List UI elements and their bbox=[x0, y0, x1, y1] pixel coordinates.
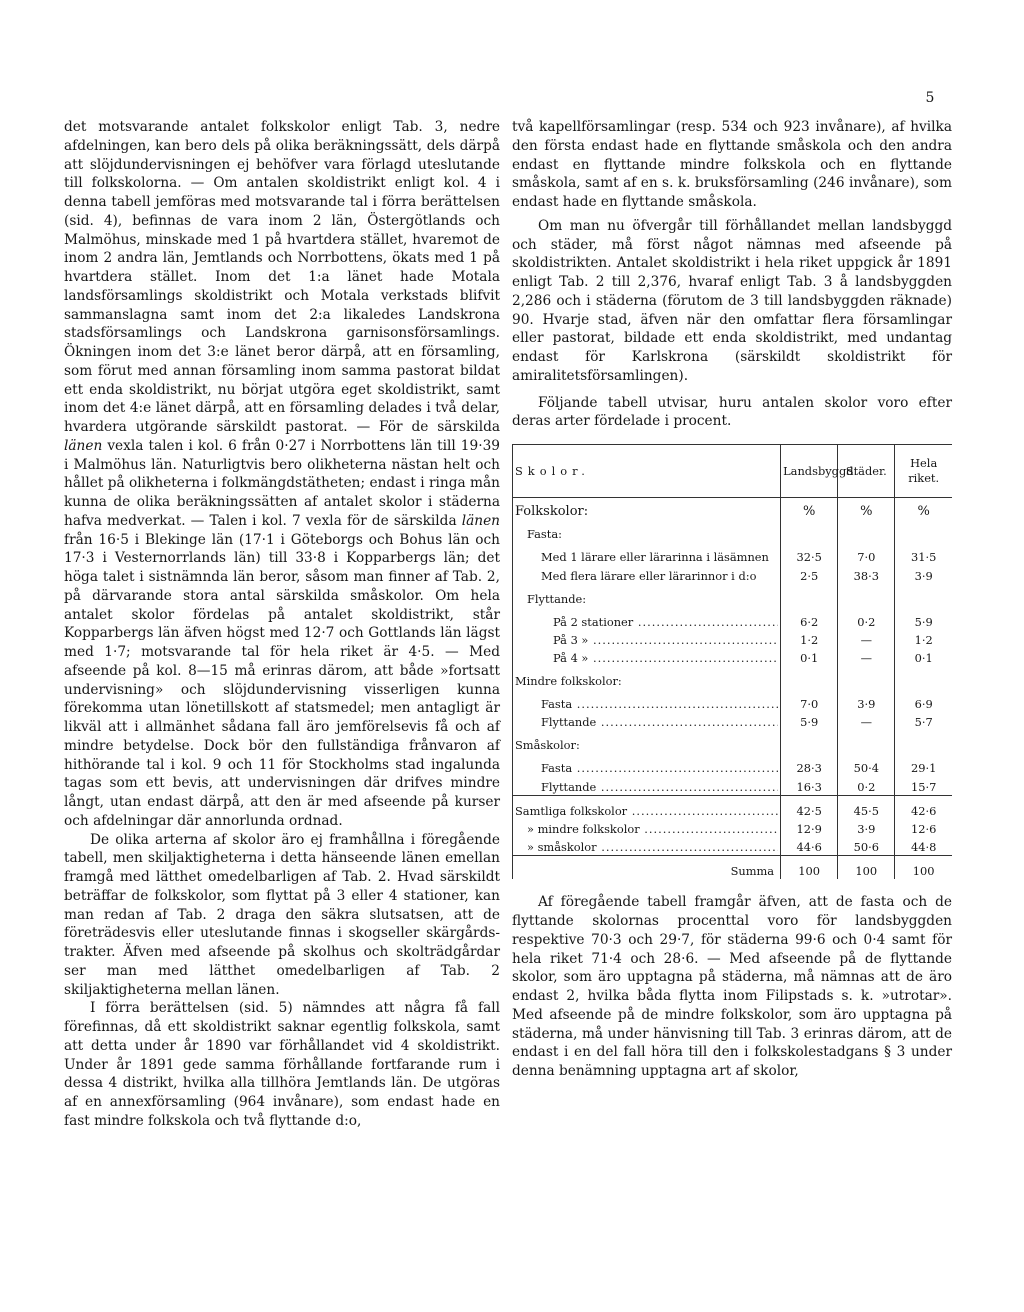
table-cell: — bbox=[838, 648, 895, 666]
table-sum-cell: 100 bbox=[781, 856, 838, 880]
table-row bbox=[513, 630, 953, 648]
table-cell bbox=[781, 666, 838, 689]
table-row bbox=[513, 584, 953, 607]
paragraph-1 bbox=[64, 118, 500, 831]
table-header-row bbox=[513, 445, 953, 498]
table-row bbox=[513, 648, 953, 666]
table-unit: % bbox=[781, 498, 838, 525]
table-cell: 0·2 bbox=[838, 607, 895, 630]
table-cell: 16·3 bbox=[781, 776, 838, 795]
table-row-label: » mindre folkskolor ..... bbox=[513, 819, 781, 837]
table-cell: 38·3 bbox=[838, 565, 895, 583]
table-cell: — bbox=[838, 630, 895, 648]
table-cell: 42·5 bbox=[781, 795, 838, 819]
table-header-stader: Städer. bbox=[838, 445, 895, 498]
table-cell: 3·9 bbox=[838, 819, 895, 837]
table-row-label: På 4 » ..... bbox=[513, 648, 781, 666]
table-cell: 0·2 bbox=[838, 776, 895, 795]
table-cell: 6·2 bbox=[781, 607, 838, 630]
table-row bbox=[513, 837, 953, 856]
right-column bbox=[512, 118, 952, 1081]
table-cell: 5·7 bbox=[895, 712, 952, 730]
table-row bbox=[513, 666, 953, 689]
table-cell: 6·9 bbox=[895, 689, 952, 712]
table-row bbox=[513, 819, 953, 837]
table-row-label: Flyttande ..... bbox=[513, 712, 781, 730]
table-cell bbox=[838, 524, 895, 542]
table-row bbox=[513, 730, 953, 753]
table-header-label: Skolor. bbox=[513, 445, 781, 498]
table-row bbox=[513, 542, 953, 565]
table-cell: 0·1 bbox=[895, 648, 952, 666]
table-sum-row bbox=[513, 856, 953, 880]
table-unit: % bbox=[838, 498, 895, 525]
paragraph-1-text-a: det motsvarande antalet folkskolor enligt Tab. 3, nedre afdelningen, kan bero dels på olika beräkningssätt, dels därpå att slöjdundervisningen ej behöfver vara förlagd uteslutande till folkskolorna. — Om antalen skoldistrikt enligt kol. 4 i denna tabell jemföras med motsvarande tal i förra berättelsen (sid. 4), befinnas de vara inom 2 län, Östergötlands och Malmöhus, minskade med 1 på hvartdera stället, hvaremot de inom 2 andra län, Jemtlands och Norrbottens, ökats med 1 på hvartdera stället. Inom det 1:a länet hade Motala landsförsamlings skoldistrikt och Motala verkstads blifvit sammanslagna samt inom det 2:a likaledes Landskrona stadsförsamlings och Landskrona garnisonsförsamlings. Ökningen inom det 3:e länet beror därpå, att en församling, som förut med annan församling inom samma pastorat bildat ett enda skoldistrikt, nu börjat utgöra eget skoldistrikt, samt inom det 4:e länet därpå, att en församling delades i två delar, hvardera utgörande särskildt pastorat. — För de särskilda bbox=[64, 119, 500, 435]
paragraph-5: Om man nu öfvergår till förhållandet mellan landsbyggd och städer, må först något nämnas med afseende på skoldistrikten. Antalet skoldistrikt i hela riket uppgick år 1891 enligt Tab. 2 till 2,376, hvaraf enligt Tab. 3 å landsbyggden 2,286 och i städerna (förutom de 3 till landsbyggden räknade) 90. Hvarje stad, äfven när den omfattar flera församlingar eller pastorat, bildade ett enda skoldistrikt, med undantag endast för Karlskrona (särskildt skoldistrikt för amiralitetsförsamlingen). bbox=[512, 217, 952, 384]
paragraph-3: I förra berättelsen (sid. 5) nämndes att några få fall förefinnas, då ett skoldistrikt saknar egentlig folkskola, samt att detta under år 1890 var förhållandet vid 4 skoldistrikt. Under år 1891 gede samma förhållande fortfarande rum i dessa 4 distrikt, hvilka alla tillhöra Jemtlands län. De utgöras af en annexförsamling (964 invånare), som endast hade en fast mindre folkskola och två flyttande d:o, bbox=[64, 1000, 500, 1129]
paragraph-1-italic-a: länen bbox=[64, 437, 103, 454]
page-number: 5 bbox=[925, 90, 935, 106]
table-row-label: Med flera lärare eller lärarinnor i d:o bbox=[513, 565, 781, 583]
table-sum-cell: 100 bbox=[895, 856, 952, 880]
paragraph-7: Af föregående tabell framgår äfven, att de fasta och de flyttande skolornas procenttal voro för landsbyggden respektive 70·3 och 29·7, för städerna 99·6 och 0·4 samt för hela riket 71·4 och 28·6. — Med afseende på de flyttande skolor, som äro upptagna på städerna, må nämnas att de äro endast 2, hvilka båda flytta inom Filipstads s. k. »utrotar». Med afseende på de mindre folkskolor, som äro upptagna på städerna, må under hänvisning till Tab. 3 erinras därom, att de endast i en del fall höra till den i folkskolestadgans § 3 under denna benämning upptagna art af skolor, bbox=[512, 894, 952, 1080]
table-cell: 44·8 bbox=[895, 837, 952, 856]
table-cell bbox=[895, 666, 952, 689]
paragraph-1-text-b: vexla talen i kol. 6 från 0·27 i Norrbottens län till 19·39 i Malmöhus län. Naturligtvis bero olikheterna nästan helt och hållet på olikheterna i folkmängdstätheten; endast i ringa mån kunna de olika beräkningssätten af antalet skolor i städerna hafva medverkat. — Talen i kol. 7 vexla för de särskilda bbox=[64, 437, 500, 529]
table-row bbox=[513, 565, 953, 583]
table-cell: 1·2 bbox=[781, 630, 838, 648]
table-row bbox=[513, 524, 953, 542]
table-row-label: Flyttande ..... bbox=[513, 776, 781, 795]
table-section-label: Småskolor: bbox=[513, 730, 781, 753]
table-sum-cell: 100 bbox=[838, 856, 895, 880]
table-cell: 42·6 bbox=[895, 795, 952, 819]
table-row-label: Med 1 lärare eller lärarinna i läsämnen bbox=[513, 542, 781, 565]
table-cell bbox=[895, 730, 952, 753]
table-cell bbox=[895, 524, 952, 542]
percent-table bbox=[512, 444, 952, 879]
table-cell bbox=[895, 584, 952, 607]
paragraph-6: Följande tabell utvisar, huru antalen skolor voro efter deras arter fördelade i procent. bbox=[512, 394, 952, 430]
table-cell bbox=[781, 730, 838, 753]
table-cell: 3·9 bbox=[838, 689, 895, 712]
table-row-label: Flyttande: bbox=[513, 584, 781, 607]
table-cell: 45·5 bbox=[838, 795, 895, 819]
table-row-label: » småskolor ..... bbox=[513, 837, 781, 856]
paragraph-1-text-c: från 16·5 i Blekinge län (17·1 i Göteborgs och Bohus län och 17·3 i Vesternorrlands län) till 33·8 i Kopparbergs län; det höga talet i sistnämnda län beror, såsom man finner af Tab. 2, på därvarande stora antal särskilda småskolor. Om hela antalet skolor fördelas på antalet skoldistrikt, står Kopparbergs län äfven högst med 12·7 och Gottlands län lägst med 1·7; motsvarande tal för hela riket är 4·5. — Med afseende på kol. 8—15 må erinras därom, att både »fortsatt undervisning» och slöjdundervisning visserligen kunna förekomma utan lönetillskott af statsmedel; men antagligt är likväl att i allmänhet sådana fall äro jemförelsevis få och af mindre betydelse. Dock bör den fullständiga frånvaron af hithörande tal i kol. 9 och 11 för Stockholms stad ingalunda tagas som ett bevis, att undervisningen där drifves mindre långt, utan endast därpå, att den är med afseende på kurser och afdelningar där annorlunda ordnad. bbox=[64, 531, 500, 829]
left-column bbox=[64, 118, 500, 1131]
table-cell: — bbox=[838, 712, 895, 730]
table-row bbox=[513, 753, 953, 776]
table-cell: 1·2 bbox=[895, 630, 952, 648]
table-row bbox=[513, 689, 953, 712]
table-section-label: Mindre folkskolor: bbox=[513, 666, 781, 689]
table-header-hela-riket: Hela riket. bbox=[895, 445, 952, 498]
table-cell bbox=[838, 730, 895, 753]
table-section-label: Folkskolor: bbox=[513, 498, 781, 525]
table-row-label: Samtliga folkskolor ..... bbox=[513, 795, 781, 819]
table-row bbox=[513, 712, 953, 730]
table-row-label: På 2 stationer ..... bbox=[513, 607, 781, 630]
table-row bbox=[513, 776, 953, 795]
table-cell: 29·1 bbox=[895, 753, 952, 776]
table-cell: 2·5 bbox=[781, 565, 838, 583]
table-row bbox=[513, 795, 953, 819]
table-cell: 15·7 bbox=[895, 776, 952, 795]
table-row-label: Fasta ..... bbox=[513, 753, 781, 776]
table-row-label: Fasta: bbox=[513, 524, 781, 542]
paragraph-4: två kapellförsamlingar (resp. 534 och 923 invånare), af hvilka den första endast hade en flyttande småskola och den andra endast en flyttande mindre folkskola och en flyttande småskola, samt af en s. k. bruksförsamling (246 invånare), som endast hade en flyttande småskola. bbox=[512, 119, 952, 210]
table-cell bbox=[781, 524, 838, 542]
table-cell: 7·0 bbox=[838, 542, 895, 565]
table-cell: 44·6 bbox=[781, 837, 838, 856]
table-cell bbox=[838, 666, 895, 689]
table-cell: 5·9 bbox=[895, 607, 952, 630]
table-header-landsbyggd: Landsbyggd. bbox=[781, 445, 838, 498]
table-row-label: På 3 » ..... bbox=[513, 630, 781, 648]
table-cell: 5·9 bbox=[781, 712, 838, 730]
table-row-label: Fasta ..... bbox=[513, 689, 781, 712]
table-unit: % bbox=[895, 498, 952, 525]
table-row bbox=[513, 607, 953, 630]
table-cell: 3·9 bbox=[895, 565, 952, 583]
paragraph-1-italic-b: länen bbox=[461, 512, 500, 529]
table-cell: 50·6 bbox=[838, 837, 895, 856]
table-cell: 0·1 bbox=[781, 648, 838, 666]
table-cell: 50·4 bbox=[838, 753, 895, 776]
paragraph-2: De olika arterna af skolor äro ej framhållna i föregående tabell, men skiljaktigheterna i detta hänseende länen emellan framgå med lätthet omedelbarligen af Tab. 2. Hvad särskildt beträffar de folkskolor, som flyttat på 3 eller 4 stationer, kan man redan af Tab. 2 draga den säkra slutsatsen, att de företrädesvis eller uteslutande finnas i skogseller skärgårds-trakter. Äfven med afseende på skolhus och skolträdgårdar ser man med lätthet omedelbarligen af Tab. 2 skiljaktigheterna mellan länen. bbox=[64, 831, 500, 998]
table-row bbox=[513, 498, 953, 525]
table-cell: 28·3 bbox=[781, 753, 838, 776]
table-cell: 7·0 bbox=[781, 689, 838, 712]
table-cell: 32·5 bbox=[781, 542, 838, 565]
table-cell: 12·6 bbox=[895, 819, 952, 837]
table-cell: 31·5 bbox=[895, 542, 952, 565]
table-cell bbox=[781, 584, 838, 607]
table-cell: 12·9 bbox=[781, 819, 838, 837]
table-cell bbox=[838, 584, 895, 607]
table-sum-label: Summa bbox=[513, 856, 781, 880]
